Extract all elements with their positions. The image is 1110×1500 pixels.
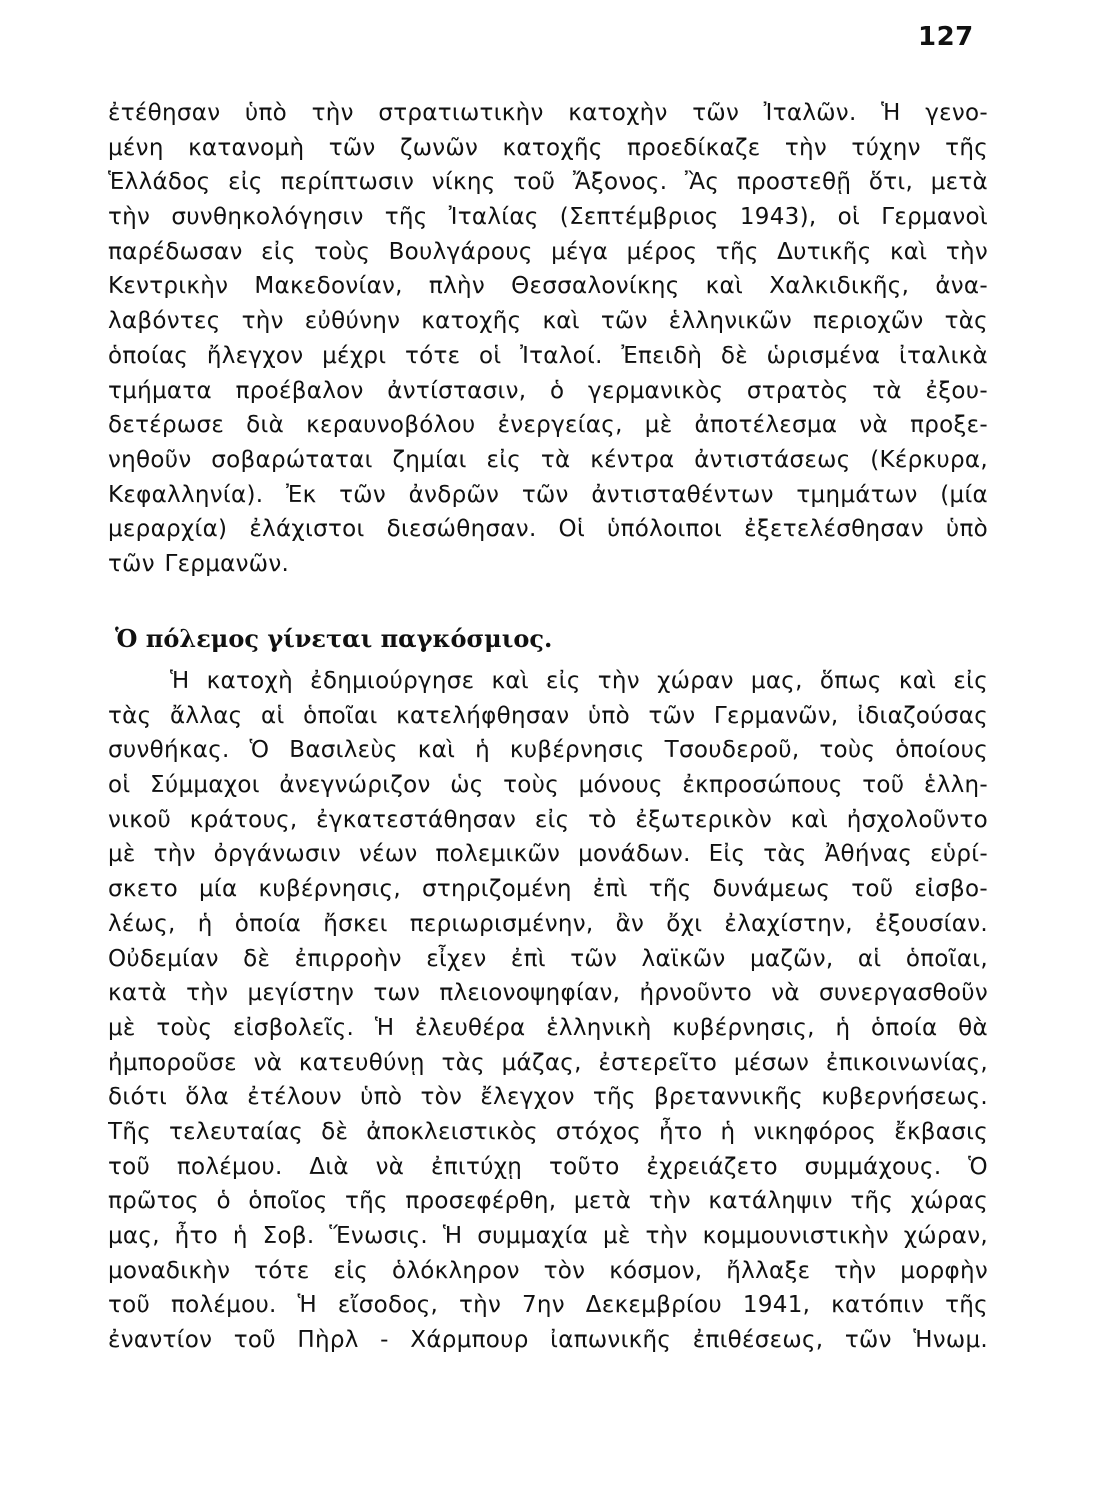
text-line: νηθοῦν σοβαρώταται ζημίαι εἰς τὰ κέντρα ἀντιστάσεως (Κέρκυρα,: [108, 446, 988, 473]
text-line: λέως, ἡ ὁποία ἤσκει περιωρισμένην, ἂν ὄχι ἐλαχίστην, ἐξουσίαν.: [108, 910, 988, 937]
text-line: ὁποίας ἤλεγχον μέχρι τότε οἱ Ἰταλοί. Ἐπειδὴ δὲ ὡρισμένα ἰταλικὰ: [108, 342, 988, 369]
text-line: μὲ τὴν ὀργάνωσιν νέων πολεμικῶν μονάδων. Εἰς τὰς Ἀθήνας εὑρί-: [108, 841, 988, 868]
paragraph-1: [108, 96, 988, 582]
text-line: τοῦ πολέμου. Ἡ εἴσοδος, τὴν 7ην Δεκεμβρίου 1941, κατόπιν τῆς: [108, 1292, 988, 1319]
text-line: μένη κατανομὴ τῶν ζωνῶν κατοχῆς προεδίκαζε τὴν τύχην τῆς: [108, 134, 988, 161]
text-line: πρῶτος ὁ ὁποῖος τῆς προσεφέρθη, μετὰ τὴν κατάληψιν τῆς χώρας: [108, 1188, 988, 1215]
text-line: ἠμποροῦσε νὰ κατευθύνῃ τὰς μάζας, ἐστερεῖτο μέσων ἐπικοινωνίας,: [108, 1049, 988, 1076]
text-line: τὴν συνθηκολόγησιν τῆς Ἰταλίας (Σεπτέμβριος 1943), οἱ Γερμανοὶ: [108, 204, 988, 231]
text-line: Ἡ κατοχὴ ἐδημιούργησε καὶ εἰς τὴν χώραν μας, ὅπως καὶ εἰς: [170, 668, 988, 694]
text-line: κατὰ τὴν μεγίστην των πλειονοψηφίαν, ἠρνοῦντο νὰ συνεργασθοῦν: [108, 980, 988, 1007]
text-line: τμήματα προέβαλον ἀντίστασιν, ὁ γερμανικὸς στρατὸς τὰ ἐξου-: [108, 377, 988, 404]
text-line: δετέρωσε διὰ κεραυνοβόλου ἐνεργείας, μὲ ἀποτέλεσμα νὰ προξε-: [108, 412, 988, 439]
text-line: μοναδικὴν τότε εἰς ὁλόκληρον τὸν κόσμον, ἤλλαξε τὴν μορφὴν: [108, 1257, 988, 1284]
text-line: Κεντρικὴν Μακεδονίαν, πλὴν Θεσσαλονίκης καὶ Χαλκιδικῆς, ἀνα-: [108, 273, 988, 300]
text-line: μας, ἦτο ἡ Σοβ. Ἕνωσις. Ἡ συμμαχία μὲ τὴν κομμουνιστικὴν χώραν,: [108, 1223, 988, 1249]
text-line: νικοῦ κράτους, ἐγκατεστάθησαν εἰς τὸ ἐξωτερικὸν καὶ ἠσχολοῦντο: [108, 806, 988, 833]
text-line: διότι ὅλα ἐτέλουν ὑπὸ τὸν ἔλεγχον τῆς βρεταννικῆς κυβερνήσεως.: [108, 1084, 988, 1111]
text-line: Τῆς τελευταίας δὲ ἀποκλειστικὸς στόχος ἦτο ἡ νικηφόρος ἔκβασις: [108, 1118, 988, 1145]
text-line: τοῦ πολέμου. Διὰ νὰ ἐπιτύχῃ τοῦτο ἐχρειάζετο συμμάχους. Ὁ: [108, 1153, 988, 1180]
text-line: μὲ τοὺς εἰσβολεῖς. Ἡ ἐλευθέρα ἑλληνικὴ κυβέρνησις, ἡ ὁποία θὰ: [108, 1014, 988, 1041]
text-line: Ἑλλάδος εἰς περίπτωσιν νίκης τοῦ Ἄξονος. Ἂς προστεθῇ ὅτι, μετὰ: [108, 169, 988, 196]
text-line: τὰς ἄλλας αἱ ὁποῖαι κατελήφθησαν ὑπὸ τῶν Γερμανῶν, ἰδιαζούσας: [108, 702, 988, 729]
text-line: σκετο μία κυβέρνησις, στηριζομένη ἐπὶ τῆς δυνάμεως τοῦ εἰσβο-: [108, 876, 988, 903]
text-line: Κεφαλληνία). Ἐκ τῶν ἀνδρῶν τῶν ἀντισταθέντων τμημάτων (μία: [108, 481, 988, 508]
text-line: παρέδωσαν εἰς τοὺς Βουλγάρους μέγα μέρος τῆς Δυτικῆς καὶ τὴν: [108, 238, 988, 265]
text-line: οἱ Σύμμαχοι ἀνεγνώριζον ὡς τοὺς μόνους ἐκπροσώπους τοῦ ἑλλη-: [108, 772, 988, 799]
text-line: Οὐδεμίαν δὲ ἐπιρροὴν εἶχεν ἐπὶ τῶν λαϊκῶν μαζῶν, αἱ ὁποῖαι,: [108, 945, 988, 972]
text-line: ἐναντίον τοῦ Πὴρλ - Χάρμπουρ ἰαπωνικῆς ἐπιθέσεως, τῶν Ἡνωμ.: [108, 1327, 988, 1354]
section-heading: Ὁ πόλεμος γίνεται παγκόσμιος.: [115, 624, 553, 653]
paragraph-2: [108, 664, 988, 1358]
text-line: ἐτέθησαν ὑπὸ τὴν στρατιωτικὴν κατοχὴν τῶν Ἰταλῶν. Ἡ γενο-: [108, 100, 988, 126]
text-line: λαβόντες τὴν εὐθύνην κατοχῆς καὶ τῶν ἑλληνικῶν περιοχῶν τὰς: [108, 308, 988, 335]
text-line: συνθήκας. Ὁ Βασιλεὺς καὶ ἡ κυβέρνησις Τσουδεροῦ, τοὺς ὁποίους: [108, 737, 988, 764]
text-line: τῶν Γερμανῶν.: [108, 550, 290, 577]
page-number: 127: [918, 22, 974, 52]
text-line: μεραρχία) ἐλάχιστοι διεσώθησαν. Οἱ ὑπόλοιποι ἐξετελέσθησαν ὑπὸ: [108, 516, 988, 543]
